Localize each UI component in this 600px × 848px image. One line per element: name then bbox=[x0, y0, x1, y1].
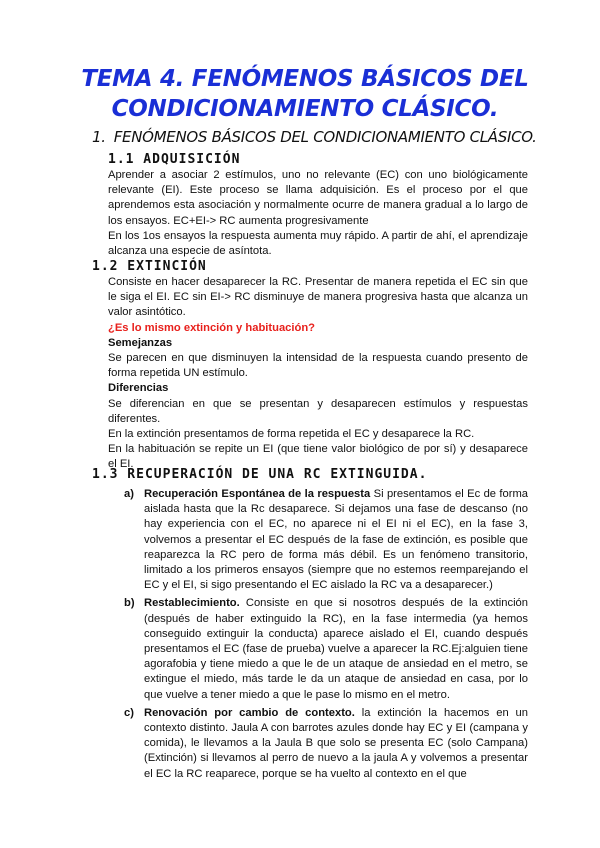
diferencias-text: Se diferencian en que se presentan y desaparecen estímulos y respuestas diferentes. bbox=[108, 397, 528, 425]
list-item bbox=[124, 487, 528, 593]
list-item-marker: c) bbox=[124, 706, 134, 719]
diferencias-extincion: En la extinción presentamos de forma repetida el EC y desaparece la RC. bbox=[108, 428, 475, 441]
section-1-number: 1. bbox=[92, 128, 106, 146]
list-item-title: Restablecimiento. bbox=[144, 597, 240, 610]
extincion-question: ¿Es lo mismo extinción y habituación? bbox=[108, 321, 316, 334]
extincion-paragraph-1: Consiste en hacer desaparecer la RC. Presentar de manera repetida el EC sin que le siga el EI. EC sin EI-> RC disminuye de manera progresiva hasta que alcanza un valor asintótico. bbox=[108, 276, 528, 319]
diferencias-habituacion: En la habituación se repite un EI (que tiene valor biológico de por sí) y desaparece el EI. bbox=[108, 443, 528, 471]
recuperacion-list bbox=[124, 487, 528, 785]
section-1-title: FENÓMENOS BÁSICOS DEL CONDICIONAMIENTO CLÁSICO. bbox=[113, 128, 537, 146]
main-title-line-2: CONDICIONAMIENTO CLÁSICO. bbox=[111, 96, 499, 122]
extincion-body bbox=[108, 275, 528, 473]
list-item-text: Consiste en que si nosotros después de la extinción (después de haber extinguido la RC), en la fase intermedia (ya hemos conseguido extinguir la conducta) aparece aislado el EI, cuando después presentamos el EC (fase de prueba) vuelve a aparecer la RC.Ej:alguien tiene agorafobia y tiene miedo a que le de un ataque de ansiedad en el metro, se extingue el miedo, más tarde le da un ataque de ansiedad en casa, por lo que vuelve a tener miedo a que le pase lo mismo en el metro. bbox=[144, 597, 528, 701]
semejanzas-text: Se parecen en que disminuyen la intensidad de la respuesta cuando presento de forma repetida UN estímulo. bbox=[108, 352, 528, 380]
list-item-text: Si presentamos el Ec de forma aislada hasta que la Rc desaparece. Si dejamos una fase de descanso (no hay experiencia con el EC, no aparece ni el EI ni el EC), en la fase 3, volvemos a presentar el EC después de la fase de extinción, es posible que reaparezca la RC pero de forma más débil. Es un fenómeno transitorio, limitado a los primeros ensayos (siempre que no estemos reemparejando el EC y el EI, si sigo presentando el EC aislado la RC va a desaparecer.) bbox=[144, 488, 528, 592]
adquisicion-paragraph-1: Aprender a asociar 2 estímulos, uno no relevante (EC) con uno biológicamente relevante (EI). Este proceso se llama adquisición. Es el proceso por el que aprendemos esta asociación y normalmente ocurre de manera gradual a lo largo de los ensayos. EC+EI-> RC aumenta progresivamente bbox=[108, 169, 528, 227]
list-item-title: Renovación por cambio de contexto. bbox=[144, 706, 355, 719]
semejanzas-label: Semejanzas bbox=[108, 336, 173, 349]
heading-recuperacion: 1.3 RECUPERACIÓN DE UNA RC EXTINGUIDA. bbox=[92, 467, 428, 482]
diferencias-label: Diferencias bbox=[108, 382, 169, 395]
heading-adquisicion: 1.1 ADQUISICIÓN bbox=[108, 152, 241, 167]
main-title-line-1: TEMA 4. FENÓMENOS BÁSICOS DEL bbox=[81, 66, 529, 92]
list-item-title: Recuperación Espontánea de la respuesta bbox=[144, 488, 371, 500]
section-1-heading bbox=[92, 128, 537, 146]
adquisicion-paragraph-2: En los 1os ensayos la respuesta aumenta muy rápido. A partir de ahí, el aprendizaje alcanza una especie de asíntota. bbox=[108, 229, 528, 258]
list-item-marker: a) bbox=[124, 488, 134, 500]
list-item-text: la extinción la hacemos en un contexto distinto. Jaula A con barrotes azules donde hay EC y EI (campana y comida), le llevamos a la Jaula B que solo se presenta EC (solo Campana)(Extinción) si llevamos al perro de nuevo a la jaula A y volvemos a presentar el EC la RC reaparece, porque se ha vuelto al contexto en el que bbox=[144, 706, 528, 780]
heading-extincion: 1.2 EXTINCIÓN bbox=[92, 259, 207, 274]
list-item bbox=[124, 706, 528, 782]
main-title bbox=[60, 64, 550, 124]
list-item-marker: b) bbox=[124, 597, 135, 610]
list-item bbox=[124, 596, 528, 702]
adquisicion-body bbox=[108, 168, 528, 259]
